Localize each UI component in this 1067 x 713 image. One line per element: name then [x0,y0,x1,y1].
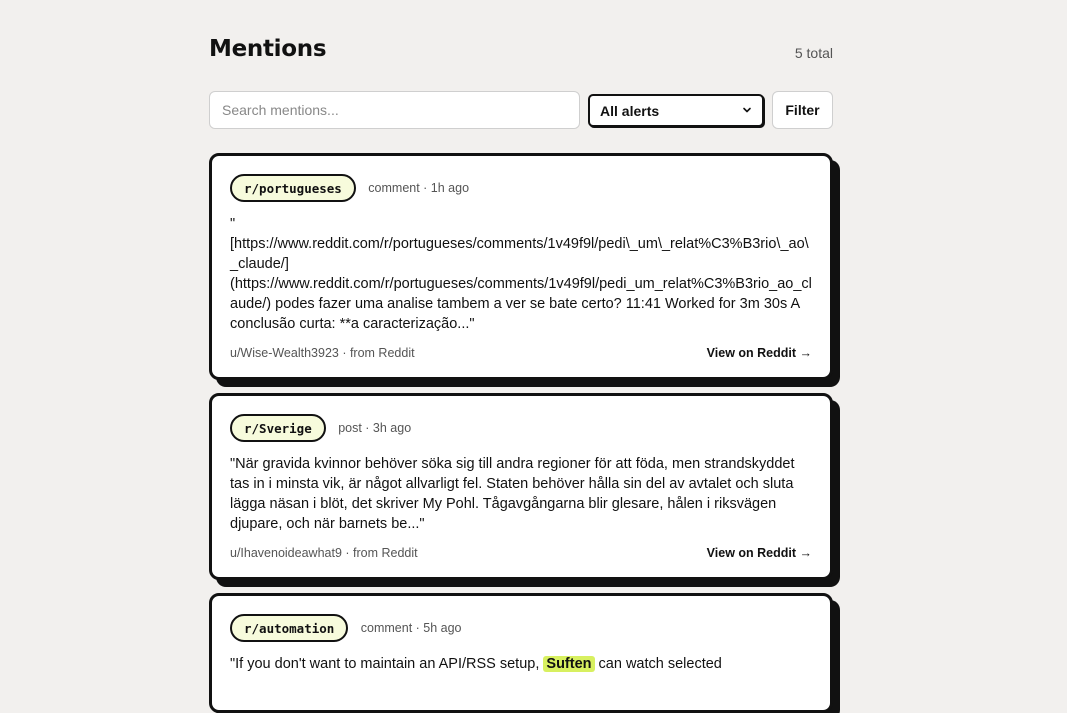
subreddit-badge[interactable]: r/portugueses [230,174,356,202]
mention-text [230,654,814,674]
mention-meta [230,174,469,204]
mention-text: "När gravida kvinnor behöver söka sig till andra regioner för att föda, men strandskyddet tas in i minsta vik, är något allvarligt fel. Staten behöver hålla sin del av avtalet och sluta lägga näsan i blöt, det skriver My Pohl. Tågavgångarna blir glesare, hålen i riksvägen djupare, och när barnets be..." [230,456,795,532]
mention-text-before: "If you don't want to maintain an API/RSS setup, [230,656,544,672]
mention-kind-time: post · 3h ago [338,421,412,435]
mention-card [209,153,833,380]
chevron-down-icon [742,105,752,115]
mention-meta [230,614,462,644]
mention-author: u/Ihavenoideawhat9 · from Reddit [230,546,418,560]
page-title: Mentions [209,36,327,62]
mention-meta [230,414,411,444]
mention-text: " [https://www.reddit.com/r/portugueses/comments/1v49f9l/pedi\_um\_relat%C3%B3rio\_ao\_claude/](https://www.reddit.com/r/portugueses/comments/1v49f9l/pedi_um_relat%C3%B3rio_ao_claude/) podes fazer uma analise tambem a ver se bate certo? 11:41 Worked for 3m 30s A conclusão curta: **a caracterização..." [230,216,812,332]
page-header [209,36,833,68]
subreddit-badge[interactable]: r/Sverige [230,414,326,442]
keyword-highlight: Suften [543,656,594,672]
mention-text-after: can watch selected [594,656,722,672]
view-on-reddit-link[interactable]: View on Reddit → [706,346,812,360]
mention-author: u/Wise-Wealth3923 · from Reddit [230,346,415,360]
subreddit-badge[interactable]: r/automation [230,614,348,642]
mention-card [209,593,833,713]
search-input[interactable] [209,91,580,129]
mention-kind-time: comment · 1h ago [368,181,470,195]
total-count: 5 total [794,45,833,61]
mention-kind-time: comment · 5h ago [360,621,462,635]
mention-card [209,393,833,580]
alert-select-value: All alerts [600,103,660,119]
filter-toolbar [209,91,833,129]
view-on-reddit-link[interactable]: View on Reddit → [706,546,812,560]
filter-button[interactable]: Filter [772,91,833,129]
alert-select[interactable] [588,94,764,127]
